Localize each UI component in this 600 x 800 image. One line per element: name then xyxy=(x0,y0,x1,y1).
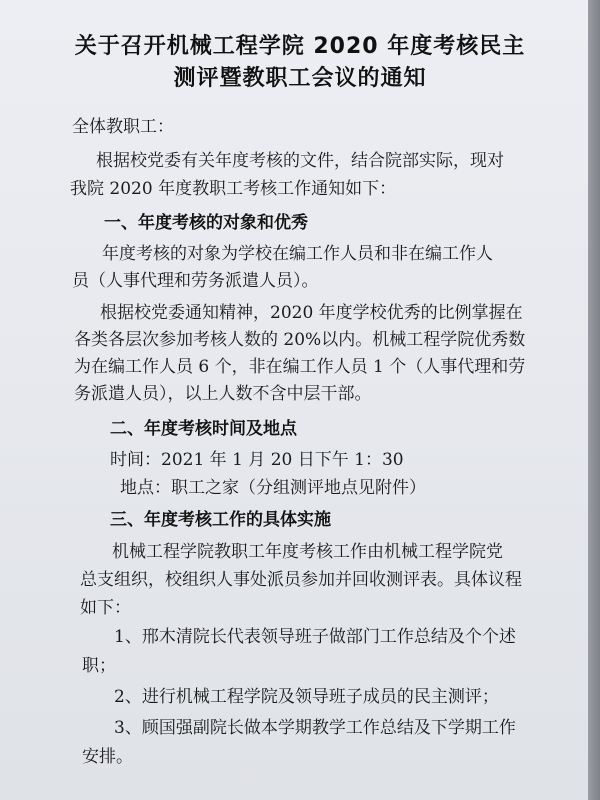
section-1-para-2-line-3: 为在编工作人员 6 个，非在编工作人员 1 个（人事代理和劳 xyxy=(74,357,526,377)
agenda-item-2: 2、进行机械工程学院及领导班子成员的民主测评； xyxy=(114,687,499,707)
title-line-1: 关于召开机械工程学院 2020 年度考核民主 xyxy=(74,34,526,59)
intro-line-2: 我院 2020 年度教职工考核工作通知如下： xyxy=(70,179,397,199)
agenda-item-3-line-2: 安排。 xyxy=(82,747,133,767)
meeting-time: 时间：2021 年 1 月 20 日下午 1：30 xyxy=(110,450,404,470)
intro-line-1: 根据校党委有关年度考核的文件，结合院部实际，现对 xyxy=(96,151,504,171)
paper-edge-shadow xyxy=(588,0,600,800)
section-1-heading: 一、年度考核的对象和优秀 xyxy=(104,213,308,233)
agenda-item-3-line-1: 3、顾国强副院长做本学期教学工作总结及下学期工作 xyxy=(114,718,516,738)
section-1-para-2-line-2: 各类各层次参加考核人数的 20%以内。机械工程学院优秀数 xyxy=(74,330,526,350)
agenda-item-1-line-1: 1、邢木清院长代表领导班子做部门工作总结及个个述 xyxy=(114,627,516,647)
salutation: 全体教职工： xyxy=(72,117,174,137)
section-3-para-line-2: 总支组织，校组织人事处派员参加并回收测评表。具体议程 xyxy=(80,570,522,590)
section-3-para-line-3: 如下： xyxy=(80,598,131,618)
section-3-heading: 三、年度考核工作的具体实施 xyxy=(110,510,331,530)
section-1-para-1-line-2: 员（人事代理和劳务派遣人员）。 xyxy=(72,271,319,291)
agenda-item-1-line-2: 职； xyxy=(82,656,116,676)
section-2-heading: 二、年度考核时间及地点 xyxy=(110,419,297,439)
meeting-place: 地点：职工之家（分组测评地点见附件） xyxy=(120,478,426,498)
section-3-para-line-1: 机械工程学院教职工年度考核工作由机械工程学院党 xyxy=(112,542,503,562)
section-1-para-1-line-1: 年度考核的对象为学校在编工作人员和非在编工作人 xyxy=(102,244,493,264)
title-line-2: 测评暨教职工会议的通知 xyxy=(173,66,427,91)
section-1-para-2-line-1: 根据校党委通知精神，2020 年度学校优秀的比例掌握在 xyxy=(100,303,523,323)
section-1-para-2-line-4: 务派遣人员），以上人数不含中层干部。 xyxy=(74,384,372,404)
